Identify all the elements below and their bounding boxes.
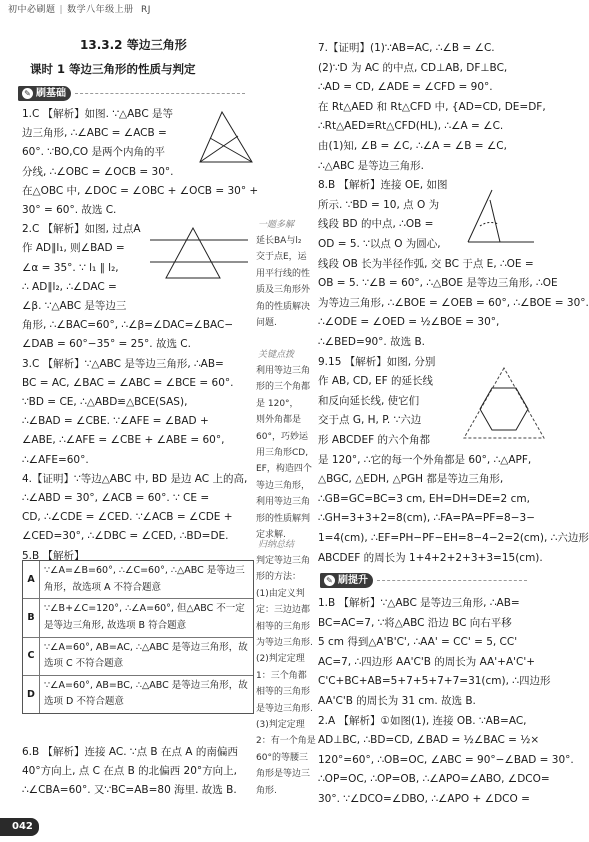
sidebar-text: 角形. [256,785,277,796]
right-lines-line: 线段 BD 的中点, ∴OB = [318,218,434,231]
sidebar-text: 角的性质解决 [256,301,311,312]
sidebar-text: 利用等边三角 [256,497,311,508]
right-bottom-line: ∴OP=OC, ∴OP=OB, ∴∠APO=∠ABO, ∠DCO= [318,773,550,786]
right-lines-line: ∴∠BED=90°. 故选 B. [318,336,425,348]
right-bottom-line: C'C+BC+AB=5+7+5+7+7=31(cm), ∴四边形 [318,675,551,688]
sidebar-text: 质及三角形外 [256,285,311,296]
sidebar-text: 则外角都是 [256,415,302,426]
left-bottom-line: 6.B 【解析】连接 AC. ∵点 B 在点 A 的南偏西 [22,746,238,758]
sidebar-text: 形的三个角都 [256,382,311,393]
left-lines-line: ∠α = 35°. ∵ l₁ ∥ l₂, [22,261,119,274]
pen-icon: ✎ [324,575,335,586]
left-lines-line: 边三角形, ∴∠ABC = ∠ACB = [22,127,167,140]
left-lines-line: 4.【证明】∵等边△ABC 中, BD 是边 AC 上的高, [22,472,248,485]
sidebar-heading: 一题多解 [258,220,295,230]
left-lines-line: ∴∠ABD = 30°, ∠ACB = 60°. ∵ CE = [22,492,210,504]
sidebar-heading: 关键点拨 [258,350,295,360]
right-bottom-line: 120°=60°, ∴OB=OC, ∠ABC = 90°−∠BAD = 30°. [318,753,574,766]
right-lines-line: 形 ABCDEF 的六个角都 [318,434,430,446]
option-table [22,560,254,714]
right-lines-line: 和反向延长线, 使它们 [318,394,420,407]
section-title: 13.3.2 等边三角形 [80,38,187,52]
right-lines-line: ∴GB=GC=BC=3 cm, EH=DH=DE=2 cm, [318,492,530,505]
option-row [23,598,253,636]
option-row [23,675,253,713]
option-row [23,637,253,675]
sidebar-text: 60°的等腰三 [256,752,308,763]
right-lines-line: 在 Rt△AED 和 Rt△CFD 中, {AD=CD, DE=DF, [318,100,546,113]
left-lines-line: ∠CED=30°, ∴∠DBC = ∠CED, ∴BD=DE. [22,530,229,543]
tag-basic: ✎ 刷基础 [18,86,245,101]
sidebar-text: 定：三边边都 [256,605,311,616]
right-lines-line: 线段 OB 长为半径作弧, 交 BC 于点 E, ∴OE = [318,257,534,270]
option-key: C [23,638,40,675]
sidebar-text: 等边三角形， [256,480,311,491]
right-lines-line: 1=4(cm), ∴EF=PH−PF−EH=8−4−2=2(cm), ∴六边形 [318,532,589,544]
right-bottom-line: AA'C'B 的周长为 31 cm. 故选 B. [318,695,476,707]
right-lines-line: ∴Rt△AED≌Rt△CFD(HL), ∴∠A = ∠C. [318,120,504,133]
right-lines-line: ∴AD = CD, ∠ADE = ∠CFD = 90°. [318,81,493,94]
sidebar-text: 利用等边三角 [256,366,311,376]
right-bottom-line: BC=AC=7, ∵将△ABC 沿边 BC 向右平移 [318,616,512,629]
sidebar-text: EF，构造四个 [256,464,312,475]
left-lines-line: 30° = 60°. 故选 C. [22,204,117,216]
right-lines-line: 所示. ∵BD = 10, 点 O 为 [318,198,440,211]
left-bottom-line: 40°方向上, 点 C 在点 B 的北偏西 20°方向上, [22,765,237,778]
right-lines-line: 由(1)知, ∠B = ∠C, ∴∠A = ∠B = ∠C, [318,140,507,152]
sidebar-text: 交于点E，运 [256,252,307,263]
left-lines-line: CD, ∴∠CDE = ∠CED. ∵∠ACB = ∠CDE + [22,511,233,524]
left-lines-line: 在△OBC 中, ∠DOC = ∠OBC + ∠OCB = 30° + [22,184,259,197]
right-lines-line: OD = 5. ∵以点 O 为圆心, [318,238,441,250]
left-bottom-line: ∴∠CBA=60°. 又∵BC=AB=80 海里. 故选 B. [22,784,237,797]
option-text: ∵∠A=60°, AB=BC, ∴△ABC 是等边三角形，故选项 D 不符合题意 [44,679,248,708]
sidebar-text: 用平行线的性 [256,268,311,279]
figure-parallel-lines [148,222,253,280]
right-lines-line: 交于点 G, H, P. ∵六边 [318,414,422,427]
left-lines-line: 3.C 【解析】∵△ABC 是等边三角形, ∴AB= [22,357,224,370]
sidebar-text: 定求解. [256,530,286,540]
pen-icon: ✎ [22,88,33,99]
right-lines-line: ∴∠ODE = ∠OED = ½∠BOE = 30°, [318,316,500,329]
right-lines-line: 7.【证明】(1)∵AB=AC, ∴∠B = ∠C. [318,42,495,54]
left-lines-line: ∵BD = CE, ∴△ABD≌△BCE(SAS), [22,396,188,408]
left-lines-line: 60°. ∵BO,CO 是两个内角的平 [22,146,166,159]
sidebar-text: (1)由定义判 [256,588,305,599]
sidebar-text: 延长BA与l₂ [256,236,302,246]
left-lines-line: ∴ AD∥l₂, ∴∠DAC = [22,280,117,293]
edition-label: RJ [140,5,151,15]
subject-name: 数学八年级上册 [67,5,134,15]
left-lines-line: BC = AC, ∠BAC = ∠ABC = ∠BCE = 60°. [22,376,234,389]
running-header: 初中必刷题 | 数学八年级上册 RJ [8,5,151,15]
series-name: 初中必刷题 [8,5,56,15]
right-lines-line: 为等边三角形, ∴∠BOE = ∠OEB = 60°, ∴∠BOE = 30°. [318,296,589,309]
sidebar-text: (3)判定定理 [256,720,305,730]
sidebar-text: 角形是等边三 [256,769,311,780]
sidebar-text: 形的性质解判 [256,513,311,524]
right-lines-line: (2)∵D 为 AC 的中点, CD⊥AB, DF⊥BC, [318,61,508,74]
tag-advanced: ✎ 刷提升 [320,573,527,588]
right-bottom-line: 30°. ∵∠DCO=∠DBO, ∴∠APO + ∠DCO = [318,793,530,805]
option-key: A [23,561,40,598]
sidebar-heading: 归纳总结 [258,540,295,550]
right-bottom-line: 1.B 【解析】∵△ABC 是等边三角形, ∴AB= [318,597,520,609]
sidebar-text: 形的方法： [256,572,302,583]
page-number: 042 [0,818,39,836]
sidebar-text: 2：有一个角是 [256,736,316,747]
sidebar-text: (2)判定定理 [256,654,305,665]
option-text: ∵∠A=60°, AB=AC, ∴△ABC 是等边三角形，故选项 C 不符合题意 [44,641,248,670]
sidebar-text: 为等边三角形. [256,638,313,648]
right-lines-line: 8.B 【解析】连接 OE, 如图 [318,179,448,192]
right-lines-line: ∴△ABC 是等边三角形. [318,159,424,172]
left-lines-line: ∴∠AFE=60°. [22,453,89,466]
sidebar-text: 问题. [256,318,277,328]
sidebar-text: 是 120°， [256,398,299,409]
left-lines-line: 5.B 【解析】 [22,549,85,562]
sidebar-text: 是等边三角形. [256,703,313,714]
sidebar-text: 60°，巧妙运 [256,431,308,442]
figure-hexagon [458,364,550,444]
right-lines-line: 作 AB, CD, EF 的延长线 [318,375,434,388]
left-lines-line: ∠ABE, ∴∠AFE = ∠CBE + ∠ABE = 60°, [22,434,225,447]
left-lines-line: ∴∠BAD = ∠CBE. ∵∠AFE = ∠BAD + [22,415,209,428]
right-bottom-line: AC=7, ∴四边形 AA'C'B 的周长为 AA'+A'C'+ [318,655,536,668]
lesson-title: 课时 1 等边三角形的性质与判定 [30,62,196,76]
right-bottom-line: 2.A 【解析】①如图(1), 连接 OB. ∵AB=AC, [318,714,527,727]
figure-circle-arc [460,186,538,246]
left-lines-line: ∠β. ∵△ABC 是等边三 [22,300,127,312]
figure-triangle-1 [196,108,256,168]
left-lines-line: 2.C 【解析】如图, 过点A [22,223,141,236]
left-lines-line: 分线, ∴∠OBC = ∠OCB = 30°. [22,165,174,178]
right-lines-line: OB = 5. ∵∠B = 60°, ∴△BOE 是等边三角形, ∴OE [318,277,558,290]
sidebar-text: 1：三个角都 [256,670,307,681]
option-text: ∵∠B+∠C=120°, ∴∠A=60°, 但△ABC 不一定是等边三角形, 故选项 B 符合题意 [44,603,245,631]
right-lines-line: △BGC, △EDH, △PGH 都是等边三角形, [318,473,504,486]
sidebar-text: 相等的三角形 [256,621,311,632]
right-lines-line: ∴GH=3+3+2=8(cm), ∴FA=PA=PF=8−3− [318,512,535,525]
sidebar-text: 用三角形CD, [256,448,309,458]
option-row [23,561,253,598]
left-lines-line: 1.C 【解析】如图. ∵△ABC 是等 [22,108,173,120]
option-key: D [23,676,40,713]
left-lines-line: ∠DAB = 60°−35° = 25°. 故选 C. [22,338,191,351]
left-lines-line: 作 AD∥l₁, 则∠BAD = [22,242,125,255]
sidebar-text: 判定等边三角 [256,556,311,566]
option-key: B [23,599,40,636]
right-lines-line: ABCDEF 的周长为 1+4+2+2+3+3=15(cm). [318,551,543,564]
right-bottom-line: 5 cm 得到△A'B'C', ∴AA' = CC' = 5, CC' [318,636,518,649]
right-bottom-line: AD⊥BC, ∴BD=CD, ∠BAD = ½∠BAC = ½× [318,734,540,747]
right-lines-line: 9.15 【解析】如图, 分别 [318,355,436,368]
left-lines-line: 角形, ∴∠BAC=60°, ∴∠β=∠DAC=∠BAC− [22,319,234,332]
right-lines-line: 是 120°, ∴它的每一个外角都是 60°, ∴△APF, [318,453,532,466]
option-text: ∵∠A=∠B=60°, ∴∠C=60°, ∴△ABC 是等边三角形，故选项 A 不符合题意 [44,565,245,593]
sidebar-text: 相等的三角形 [256,687,311,698]
